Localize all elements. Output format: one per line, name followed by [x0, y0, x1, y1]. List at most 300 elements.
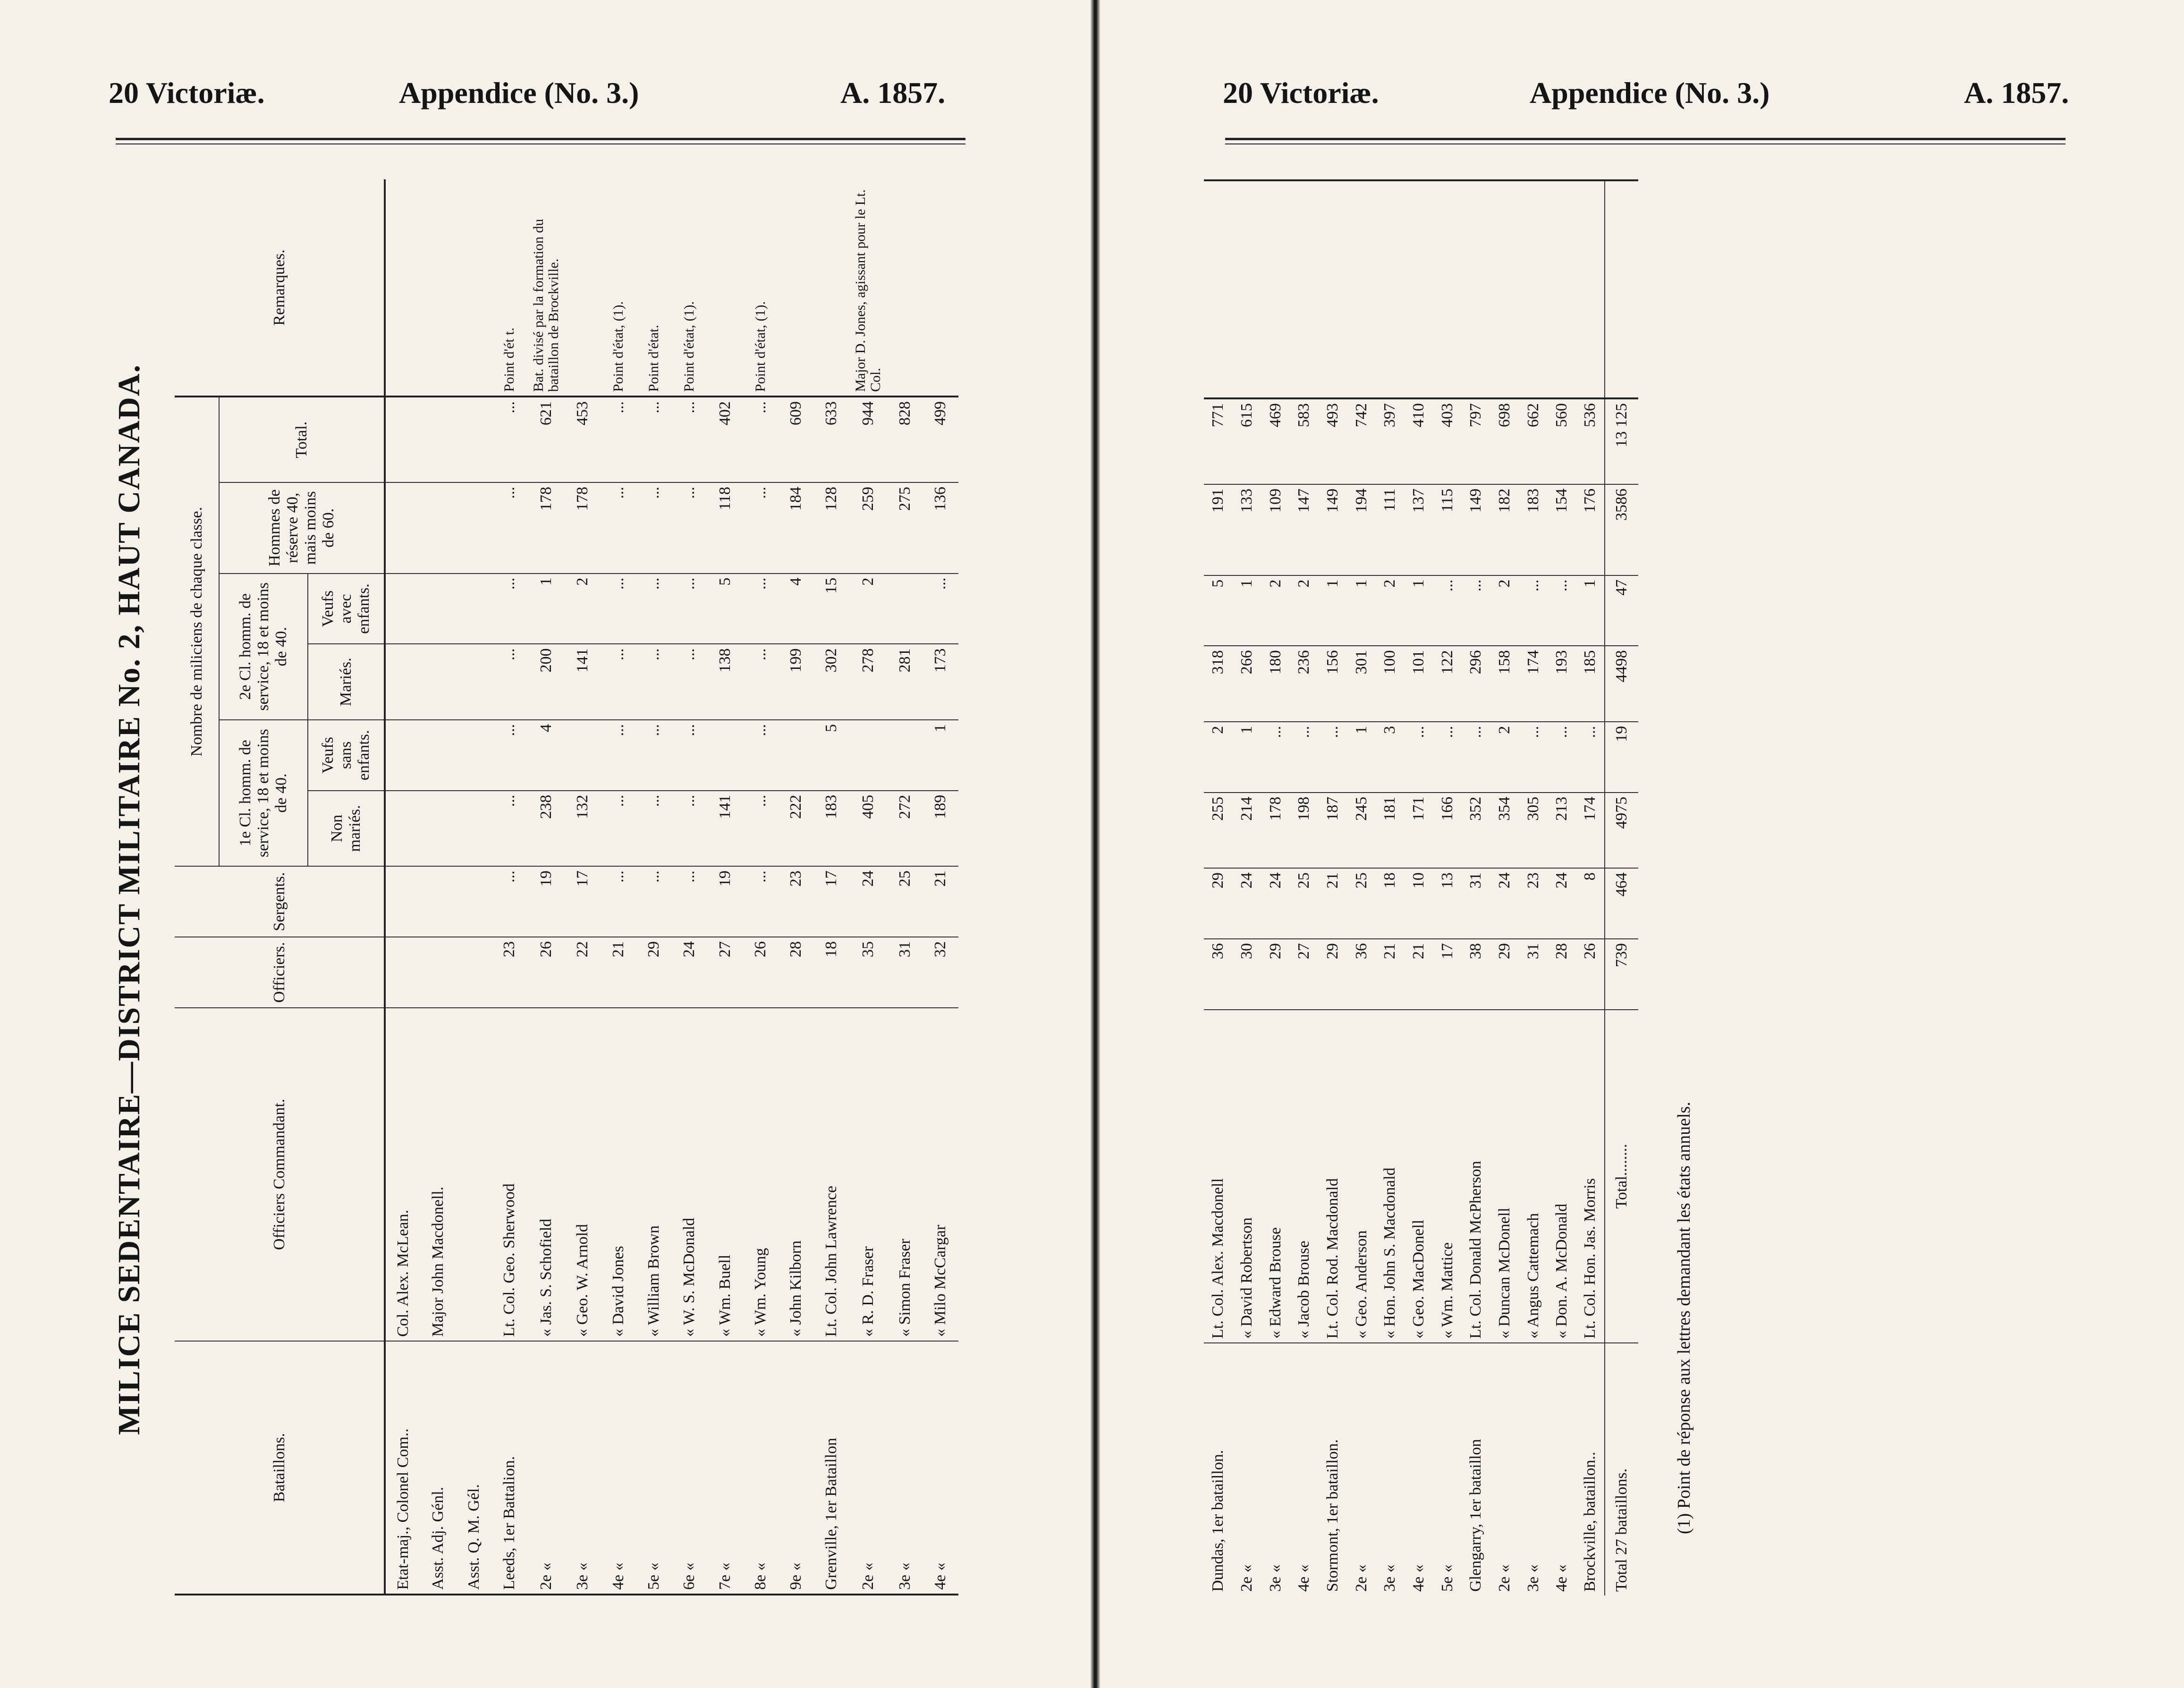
cell-commandant: « Simon Fraser: [887, 1008, 923, 1341]
cell-reserve: 115: [1433, 484, 1462, 575]
cell-total: 397: [1376, 398, 1405, 484]
cell-total: 402: [707, 397, 743, 482]
header-rule-thin: [116, 143, 965, 144]
cell-bataillon: 9e «: [787, 1562, 805, 1590]
cell-total: [421, 397, 456, 482]
cell-reserve: 118: [707, 482, 743, 574]
cell-sergents: 19: [707, 866, 743, 937]
table-row: [814, 179, 849, 1594]
cell-officiers: 27: [707, 937, 743, 1008]
col-class1: 1e Cl. homm. de service, 18 et moins de 40.: [219, 720, 308, 866]
cell-sergents: ...: [672, 866, 707, 937]
cell-reserve: ...: [743, 482, 778, 574]
total-off: 739: [1605, 939, 1638, 1010]
cell-non-maries: 238: [527, 791, 565, 866]
cell-reserve: ...: [601, 482, 636, 574]
cell-veufs-avec: 15: [814, 574, 849, 644]
cell-remarques-empty: [1519, 181, 1548, 398]
cell-bataillon: 3e «: [896, 1562, 914, 1590]
cell-sergents: 23: [779, 866, 814, 937]
cell-sergents: 25: [1347, 868, 1376, 939]
table-row: [565, 179, 601, 1594]
cell-non-maries: ...: [601, 791, 636, 866]
cell-veufs-sans: 1: [1347, 722, 1376, 793]
cell-bataillon: 3e «: [1381, 1564, 1399, 1592]
cell-reserve: 178: [527, 482, 565, 574]
cell-total: 453: [565, 397, 601, 482]
cell-sergents: ...: [491, 866, 527, 937]
cell-reserve: 147: [1290, 484, 1319, 575]
cell-non-maries: 187: [1319, 793, 1347, 869]
cell-total: 771: [1204, 398, 1233, 484]
cell-total: 536: [1576, 398, 1605, 484]
cell-non-maries: 305: [1519, 793, 1548, 869]
cell-non-maries: 405: [849, 791, 887, 866]
table-row: [385, 179, 420, 1594]
cell-officiers: 27: [1290, 939, 1319, 1010]
cell-sergents: 25: [887, 866, 923, 937]
cell-maries: 318: [1204, 646, 1233, 722]
cell-bataillon: 4e «: [1295, 1564, 1313, 1592]
cell-veufs-avec: 1: [1405, 575, 1433, 646]
cell-veufs-sans: 5: [814, 720, 849, 791]
cell-commandant: « Hon. John S. Macdonald: [1376, 1010, 1405, 1343]
cell-sergents: 24: [1261, 868, 1290, 939]
cell-reserve: 182: [1490, 484, 1519, 575]
table-row: [601, 179, 636, 1594]
cell-veufs-sans: ...: [1576, 722, 1605, 793]
cell-commandant: Col. Alex. McLean.: [385, 1008, 420, 1341]
cell-veufs-sans: [707, 720, 743, 791]
cell-veufs-sans: [421, 720, 456, 791]
cell-commandant: « Angus Cattemach: [1519, 1010, 1548, 1343]
cell-maries: 199: [779, 644, 814, 719]
cell-reserve: 176: [1576, 484, 1605, 575]
cell-veufs-sans: ...: [1433, 722, 1462, 793]
table-row: [1233, 181, 1261, 1595]
table-title: MILICE SEDENTAIRE—DISTRICT MILITAIRE No. 2, HAUT CANADA.: [112, 364, 146, 1435]
cell-sergents: 10: [1405, 868, 1433, 939]
cell-officiers: 29: [1261, 939, 1290, 1010]
cell-officiers: 32: [923, 937, 958, 1008]
cell-veufs-sans: [456, 720, 491, 791]
cell-maries: 301: [1347, 646, 1376, 722]
table-row: [849, 179, 887, 1594]
cell-sergents: 17: [565, 866, 601, 937]
cell-veufs-avec: 2: [1290, 575, 1319, 646]
cell-veufs-avec: ...: [1433, 575, 1462, 646]
cell-sergents: 19: [527, 866, 565, 937]
col-reserve: Hommes de réserve 40, mais moins de 60.: [219, 482, 385, 574]
col-officiers: Officiers.: [175, 937, 385, 1008]
cell-commandant: Major John Macdonell.: [421, 1008, 456, 1341]
cell-remarques: [456, 179, 491, 397]
cell-non-maries: 352: [1462, 793, 1490, 869]
cell-sergents: ...: [743, 866, 778, 937]
cell-total: 944: [849, 397, 887, 482]
cell-bataillon: 5e «: [645, 1562, 663, 1590]
cell-sergents: 24: [1490, 868, 1519, 939]
cell-commandant: « David Jones: [601, 1008, 636, 1341]
cell-maries: ...: [601, 644, 636, 719]
cell-remarques-empty: [1376, 181, 1405, 398]
cell-reserve: 149: [1319, 484, 1347, 575]
table-row: [707, 179, 743, 1594]
cell-sergents: 13: [1433, 868, 1462, 939]
cell-maries: 193: [1548, 646, 1576, 722]
cell-total: ...: [743, 397, 778, 482]
cell-non-maries: 183: [814, 791, 849, 866]
cell-maries: 180: [1261, 646, 1290, 722]
cell-non-maries: [385, 791, 420, 866]
table-row: [527, 179, 565, 1594]
table-row: [1261, 181, 1290, 1595]
left-page: [0, 0, 1091, 1688]
cell-bataillon: 4e «: [1553, 1564, 1571, 1592]
cell-sergents: ...: [601, 866, 636, 937]
cell-remarques-empty: [1204, 181, 1233, 398]
cell-maries: 138: [707, 644, 743, 719]
cell-maries: 141: [565, 644, 601, 719]
cell-non-maries: 141: [707, 791, 743, 866]
cell-non-maries: 174: [1576, 793, 1605, 869]
cell-maries: [385, 644, 420, 719]
col-officiers-commandant: Officiers Commandant.: [175, 1008, 385, 1341]
col-bataillons: Bataillons.: [175, 1341, 385, 1594]
table-row: [779, 179, 814, 1594]
cell-officiers: 22: [565, 937, 601, 1008]
cell-veufs-sans: ...: [636, 720, 671, 791]
cell-veufs-sans: [849, 720, 887, 791]
cell-sergents: 21: [923, 866, 958, 937]
right-table: [1204, 179, 1638, 1595]
table-row: [1204, 181, 1233, 1595]
cell-reserve: 137: [1405, 484, 1433, 575]
col-sergents: Sergents.: [175, 866, 385, 937]
col-nombre: Nombre de miliciens de chaque classe.: [175, 397, 219, 866]
cell-officiers: 28: [1548, 939, 1576, 1010]
cell-bataillon: Stormont, 1er bataillon.: [1323, 1439, 1341, 1592]
cell-reserve: 109: [1261, 484, 1290, 575]
cell-total: 609: [779, 397, 814, 482]
cell-sergents: 24: [1548, 868, 1576, 939]
cell-veufs-avec: 1: [1319, 575, 1347, 646]
table-row: [421, 179, 456, 1594]
cell-maries: 156: [1319, 646, 1347, 722]
cell-officiers: 24: [672, 937, 707, 1008]
cell-sergents: [385, 866, 420, 937]
cell-commandant: Lt. Col. Rod. Macdonald: [1319, 1010, 1347, 1343]
col-total: Total.: [219, 397, 385, 482]
cell-remarques-empty: [1233, 181, 1261, 398]
cell-bataillon: 4e «: [931, 1562, 949, 1590]
cell-reserve: 154: [1548, 484, 1576, 575]
cell-commandant: « Geo. MacDonell: [1405, 1010, 1433, 1343]
cell-commandant: « R. D. Fraser: [849, 1008, 887, 1341]
cell-remarques-empty: [1290, 181, 1319, 398]
cell-bataillon: 2e «: [1495, 1564, 1513, 1592]
cell-officiers: 29: [636, 937, 671, 1008]
cell-remarques-empty: [1548, 181, 1576, 398]
cell-veufs-sans: 1: [923, 720, 958, 791]
cell-reserve: 149: [1462, 484, 1490, 575]
cell-total: 828: [887, 397, 923, 482]
header-left-year: 20 Victoriæ.: [109, 76, 265, 110]
cell-non-maries: 189: [923, 791, 958, 866]
table-row: [1490, 181, 1519, 1595]
cell-non-maries: 272: [887, 791, 923, 866]
cell-commandant: « John Kilborn: [779, 1008, 814, 1341]
cell-officiers: 21: [601, 937, 636, 1008]
cell-veufs-sans: ...: [491, 720, 527, 791]
cell-veufs-avec: 5: [707, 574, 743, 644]
cell-maries: 200: [527, 644, 565, 719]
cell-bataillon: Asst. Q. M. Gél.: [465, 1484, 483, 1590]
cell-veufs-avec: [887, 574, 923, 644]
cell-remarques: Major D. Jones, agissant pour le Lt. Col.: [849, 179, 887, 397]
cell-commandant: Lt. Col. Alex. Macdonell: [1204, 1010, 1233, 1343]
cell-veufs-avec: ...: [636, 574, 671, 644]
cell-veufs-avec: [421, 574, 456, 644]
cell-non-maries: 178: [1261, 793, 1290, 869]
cell-commandant: Lt. Col. Geo. Sherwood: [491, 1008, 527, 1341]
table-row: [1548, 181, 1576, 1595]
cell-total: ...: [672, 397, 707, 482]
table-row: [1576, 181, 1605, 1595]
cell-maries: 158: [1490, 646, 1519, 722]
cell-bataillon: 6e «: [680, 1562, 698, 1590]
cell-reserve: [421, 482, 456, 574]
cell-bataillon: Asst. Adj. Génl.: [429, 1486, 447, 1590]
cell-total: 615: [1233, 398, 1261, 484]
cell-non-maries: 214: [1233, 793, 1261, 869]
right-table-grid: [1204, 181, 1638, 1595]
cell-remarques-empty: [1405, 181, 1433, 398]
cell-veufs-sans: ...: [1548, 722, 1576, 793]
cell-commandant: « Duncan McDonell: [1490, 1010, 1519, 1343]
cell-veufs-avec: ...: [601, 574, 636, 644]
table-row: [1519, 181, 1548, 1595]
table-row: [456, 179, 491, 1594]
cell-bataillon: Grenville, 1er Bataillon: [822, 1438, 840, 1590]
cell-veufs-sans: ...: [672, 720, 707, 791]
cell-total: [456, 397, 491, 482]
cell-veufs-avec: 2: [1490, 575, 1519, 646]
cell-officiers: 29: [1490, 939, 1519, 1010]
cell-officiers: 30: [1233, 939, 1261, 1010]
left-table: [175, 179, 958, 1595]
cell-reserve: [385, 482, 420, 574]
cell-officiers: 26: [1576, 939, 1605, 1010]
total-tot: 13 125: [1605, 398, 1638, 484]
total-m: 4498: [1605, 646, 1638, 722]
cell-officiers: [385, 937, 420, 1008]
cell-non-maries: ...: [672, 791, 707, 866]
cell-reserve: ...: [672, 482, 707, 574]
table-row: [1433, 181, 1462, 1595]
cell-veufs-avec: 2: [565, 574, 601, 644]
col-veufs-avec: Veufs avec enfants.: [308, 574, 385, 644]
total-remarques-empty: [1605, 181, 1638, 398]
cell-sergents: 21: [1319, 868, 1347, 939]
header-rule-thin-right: [1225, 143, 2065, 144]
cell-reserve: ...: [491, 482, 527, 574]
cell-reserve: 275: [887, 482, 923, 574]
cell-maries: 122: [1433, 646, 1462, 722]
cell-veufs-avec: 1: [1233, 575, 1261, 646]
cell-maries: 266: [1233, 646, 1261, 722]
total-label-commandant: Total........: [1605, 1010, 1638, 1343]
cell-veufs-sans: 4: [527, 720, 565, 791]
cell-remarques-empty: [1576, 181, 1605, 398]
cell-reserve: 136: [923, 482, 958, 574]
cell-non-maries: 181: [1376, 793, 1405, 869]
cell-veufs-avec: [385, 574, 420, 644]
cell-non-maries: 132: [565, 791, 601, 866]
cell-veufs-sans: ...: [1405, 722, 1433, 793]
cell-veufs-sans: ...: [1519, 722, 1548, 793]
cell-veufs-avec: 2: [1376, 575, 1405, 646]
cell-bataillon: 5e «: [1438, 1564, 1456, 1592]
cell-bataillon: 2e «: [537, 1562, 555, 1590]
cell-commandant: « Don. A. McDonald: [1548, 1010, 1576, 1343]
cell-veufs-sans: 3: [1376, 722, 1405, 793]
cell-veufs-avec: 2: [1261, 575, 1290, 646]
cell-maries: 101: [1405, 646, 1433, 722]
cell-officiers: 17: [1433, 939, 1462, 1010]
left-table-grid: [175, 179, 958, 1594]
cell-reserve: 191: [1204, 484, 1233, 575]
table-row: [672, 179, 707, 1594]
cell-total: 403: [1433, 398, 1462, 484]
cell-sergents: [456, 866, 491, 937]
table-row: [1290, 181, 1319, 1595]
cell-officiers: 38: [1462, 939, 1490, 1010]
cell-sergents: ...: [636, 866, 671, 937]
cell-bataillon: Brockville, bataillon..: [1581, 1452, 1599, 1592]
col-class2: 2e Cl. homm. de service, 18 et moins de 40.: [219, 574, 308, 720]
cell-maries: ...: [672, 644, 707, 719]
totals-row: [1605, 181, 1638, 1595]
cell-non-maries: 255: [1204, 793, 1233, 869]
cell-total: 621: [527, 397, 565, 482]
cell-officiers: 18: [814, 937, 849, 1008]
cell-veufs-sans: [565, 720, 601, 791]
cell-officiers: 35: [849, 937, 887, 1008]
cell-remarques: [923, 179, 958, 397]
total-nm: 4975: [1605, 793, 1638, 869]
cell-veufs-sans: [385, 720, 420, 791]
cell-officiers: 36: [1204, 939, 1233, 1010]
cell-veufs-sans: 2: [1204, 722, 1233, 793]
cell-reserve: 178: [565, 482, 601, 574]
cell-reserve: 194: [1347, 484, 1376, 575]
cell-sergents: 25: [1290, 868, 1319, 939]
cell-remarques-empty: [1261, 181, 1290, 398]
cell-veufs-sans: ...: [1319, 722, 1347, 793]
cell-commandant: « Edward Brouse: [1261, 1010, 1290, 1343]
cell-total: 560: [1548, 398, 1576, 484]
cell-sergents: 31: [1462, 868, 1490, 939]
cell-bataillon: 2e «: [859, 1562, 877, 1590]
header-rule-right: [1225, 138, 2065, 140]
cell-veufs-sans: 2: [1490, 722, 1519, 793]
cell-veufs-avec: ...: [1548, 575, 1576, 646]
cell-total: 583: [1290, 398, 1319, 484]
cell-total: 742: [1347, 398, 1376, 484]
cell-remarques: [707, 179, 743, 397]
cell-remarques-empty: [1319, 181, 1347, 398]
table-row: [1319, 181, 1347, 1595]
cell-reserve: 128: [814, 482, 849, 574]
cell-total: 469: [1261, 398, 1290, 484]
cell-non-maries: [421, 791, 456, 866]
cell-non-maries: 354: [1490, 793, 1519, 869]
cell-remarques: Point d'état, (1).: [672, 179, 707, 397]
cell-commandant: « Jas. S. Schofield: [527, 1008, 565, 1341]
cell-officiers: 26: [527, 937, 565, 1008]
cell-sergents: 17: [814, 866, 849, 937]
cell-veufs-avec: ...: [923, 574, 958, 644]
cell-maries: 278: [849, 644, 887, 719]
cell-veufs-avec: 1: [527, 574, 565, 644]
cell-remarques: [814, 179, 849, 397]
cell-remarques: Point d'état.: [636, 179, 671, 397]
cell-reserve: 184: [779, 482, 814, 574]
cell-veufs-sans: 1: [1233, 722, 1261, 793]
cell-remarques: [887, 179, 923, 397]
cell-remarques: [779, 179, 814, 397]
cell-bataillon: Dundas, 1er bataillon.: [1209, 1450, 1227, 1592]
cell-total: [385, 397, 420, 482]
cell-commandant: « Wm. Buell: [707, 1008, 743, 1341]
total-serg: 464: [1605, 868, 1638, 939]
total-va: 47: [1605, 575, 1638, 646]
cell-veufs-avec: ...: [491, 574, 527, 644]
cell-commandant: [456, 1008, 491, 1341]
cell-maries: 236: [1290, 646, 1319, 722]
table-row: [1405, 181, 1433, 1595]
cell-reserve: 183: [1519, 484, 1548, 575]
header-right-year: A. 1857.: [840, 76, 946, 110]
cell-bataillon: 3e «: [574, 1562, 592, 1590]
cell-remarques: Point d'état, (1).: [743, 179, 778, 397]
cell-remarques: Point d'état, (1).: [601, 179, 636, 397]
cell-bataillon: 7e «: [716, 1562, 734, 1590]
table-row: [636, 179, 671, 1594]
cell-veufs-sans: ...: [743, 720, 778, 791]
cell-remarques: Point d'ét t.: [491, 179, 527, 397]
cell-total: 633: [814, 397, 849, 482]
cell-total: 493: [1319, 398, 1347, 484]
col-non-maries: Non mariés.: [308, 791, 385, 866]
cell-non-maries: 222: [779, 791, 814, 866]
cell-total: ...: [491, 397, 527, 482]
cell-sergents: 24: [1233, 868, 1261, 939]
col-veufs-sans: Veufs sans enfants.: [308, 720, 385, 791]
table-row: [887, 179, 923, 1594]
cell-total: ...: [636, 397, 671, 482]
cell-veufs-avec: 5: [1204, 575, 1233, 646]
cell-bataillon: 3e «: [1266, 1564, 1284, 1592]
cell-sergents: 29: [1204, 868, 1233, 939]
cell-maries: 302: [814, 644, 849, 719]
total-vs: 19: [1605, 722, 1638, 793]
cell-bataillon: 2e «: [1352, 1564, 1370, 1592]
cell-officiers: [421, 937, 456, 1008]
cell-non-maries: ...: [491, 791, 527, 866]
cell-reserve: 111: [1376, 484, 1405, 575]
